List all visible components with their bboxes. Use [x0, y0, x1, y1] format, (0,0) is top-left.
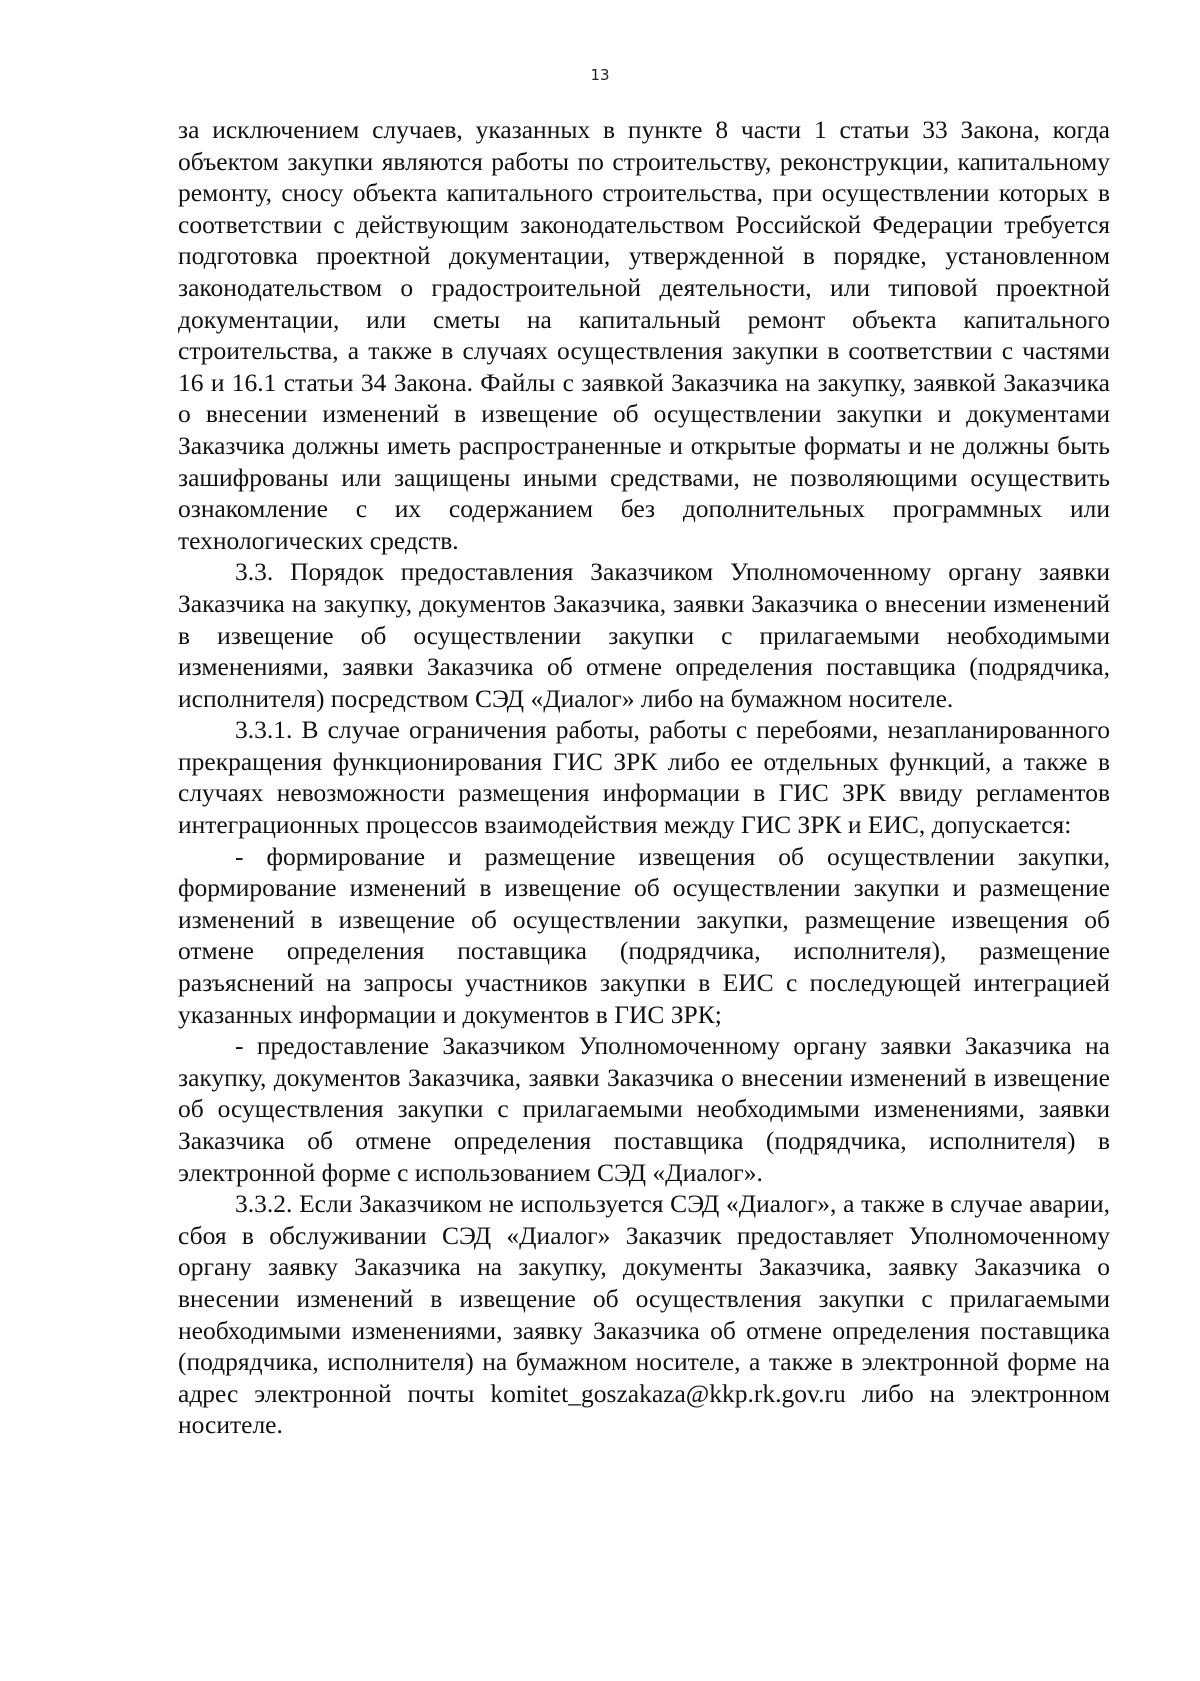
list-item-submission: - предоставление Заказчиком Уполномоченному органу заявки Заказчика на закупку, документов Заказчика, заявки Заказчика о внесении изменений в извещение об осуществления закупки с прилагаемыми необходимыми изменениями, заявки Заказчика об отмене определения поставщика (подрядчика, исполнителя) в электронной форме с использованием СЭД «Диалог».	[178, 1031, 1110, 1187]
paragraph-continuation: за исключением случаев, указанных в пункте 8 части 1 статьи 33 Закона, когда объектом закупки являются работы по строительству, реконструкции, капитальному ремонту, сносу объекта капитального строительства, при осуществлении которых в соответствии с действующим законодательством Российской Федерации требуется подготовка проектной документации, утвержденной в порядке, установленном законодательством о градостроительной деятельности, или типовой проектной документации, или сметы на капитальный ремонт объекта капитального строительства, а также в случаях осуществления закупки в соответствии с частями 16 и 16.1 статьи 34 Закона. Файлы с заявкой Заказчика на закупку, заявкой Заказчика о внесении изменений в извещение об осуществлении закупки и документами Заказчика должны иметь распространенные и открытые форматы и не должны быть зашифрованы или защищены иными средствами, не позволяющими осуществить ознакомление с их содержанием без дополнительных программных или технологических средств.	[178, 115, 1110, 555]
paragraph-3-3-1: 3.3.1. В случае ограничения работы, работы с перебоями, незапланированного прекращения функционирования ГИС ЗРК либо ее отдельных функций, а также в случаях невозможности размещения информации в ГИС ЗРК ввиду регламентов интеграционных процессов взаимодействия между ГИС ЗРК и ЕИС, допускается:	[178, 715, 1110, 840]
document-body	[178, 114, 1110, 1441]
page-number: 13	[590, 66, 610, 84]
list-item-publication: - формирование и размещение извещения об осуществлении закупки, формирование изменений в извещение об осуществлении закупки и размещение изменений в извещение об осуществлении закупки, размещение извещения об отмене определения поставщика (подрядчика, исполнителя), размещение разъяснений на запросы участников закупки в ЕИС с последующей интеграцией указанных информации и документов в ГИС ЗРК;	[178, 841, 1110, 1029]
paragraph-3-3-2: 3.3.2. Если Заказчиком не используется СЭД «Диалог», а также в случае аварии, сбоя в обслуживании СЭД «Диалог» Заказчик предоставляет Уполномоченному органу заявку Заказчика на закупку, документы Заказчика, заявку Заказчика о внесении изменений в извещение об осуществления закупки с прилагаемыми необходимыми изменениями, заявку Заказчика об отмене определения поставщика (подрядчика, исполнителя) на бумажном носителе, а также в электронной форме на адрес электронной почты komitet_goszakaza@kkp.rk.gov.ru либо на электронном носителе.	[178, 1189, 1110, 1440]
paragraph-3-3: 3.3. Порядок предоставления Заказчиком Уполномоченному органу заявки Заказчика на закупку, документов Заказчика, заявки Заказчика о внесении изменений в извещение об осуществлении закупки с прилагаемыми необходимыми изменениями, заявки Заказчика об отмене определения поставщика (подрядчика, исполнителя) посредством СЭД «Диалог» либо на бумажном носителе.	[178, 557, 1110, 713]
